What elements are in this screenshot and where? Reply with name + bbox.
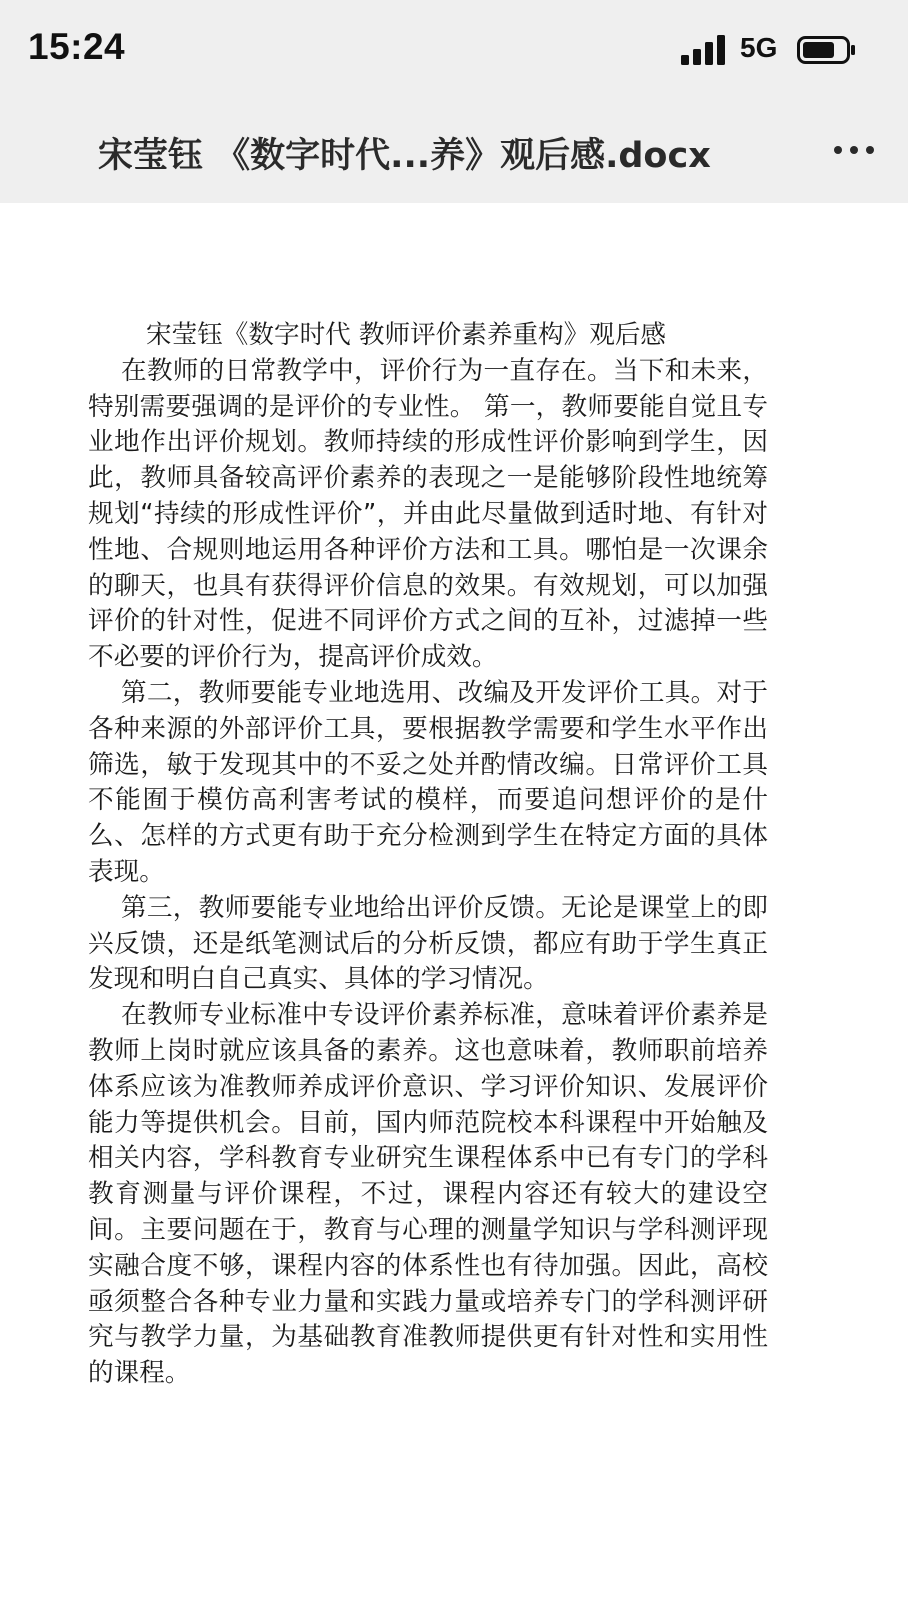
network-type: 5G (740, 32, 778, 63)
document-body (88, 318, 768, 1392)
more-horizontal-icon[interactable] (830, 136, 878, 164)
paragraph: 在教师的日常教学中，评价行为一直存在。当下和未来，特别需要强调的是评价的专业性。 第一，教师要能自觉且专业地作出评价规划。教师持续的形成性评价影响到学生，因此，教师具备较高评价素养的表现之一是能够阶段性地统筹规划“持续的形成性评价”，并由此尽量做到适时地、有针对性地、合规则地运用各种评价方法和工具。哪怕是一次课余的聊天，也具有获得评价信息的效果。有效规划，可以加强评价的针对性，促进不同评价方式之间的互补，过滤掉一些不必要的评价行为，提高评价成效。 (88, 355, 768, 673)
status-time: 15:24 (28, 26, 126, 67)
title-bar (0, 110, 908, 190)
document-heading: 宋莹钰《数字时代 教师评价素养重构》观后感 (146, 320, 667, 350)
paragraph: 在教师专业标准中专设评价素养标准，意味着评价素养是教师上岗时就应该具备的素养。这也意味着，教师职前培养体系应该为准教师养成评价意识、学习评价知识、发展评价能力等提供机会。目前，国内师范院校本科课程中开始触及相关内容，学科教育专业研究生课程体系中已有专门的学科教育测量与评价课程，不过，课程内容还有较大的建设空间。主要问题在于，教育与心理的测量学知识与学科测评现实融合度不够，课程内容的体系性也有待加强。因此，高校亟须整合各种专业力量和实践力量或培养专门的学科测评研究与教学力量，为基础教育准教师提供更有针对性和实用性的课程。 (88, 1000, 768, 1389)
battery-icon (797, 36, 857, 64)
paragraph: 第三，教师要能专业地给出评价反馈。无论是课堂上的即兴反馈，还是纸笔测试后的分析反馈，都应有助于学生真正发现和明白自己真实、具体的学习情况。 (88, 892, 768, 995)
status-bar (0, 0, 908, 100)
app-header (0, 0, 908, 203)
document-title: 宋莹钰 《数字时代...养》观后感.docx (98, 136, 711, 176)
paragraph: 第二，教师要能专业地选用、改编及开发评价工具。对于各种来源的外部评价工具，要根据教学需要和学生水平作出筛选，敏于发现其中的不妥之处并酌情改编。日常评价工具不能囿于模仿高利害考试的模样，而要追问想评价的是什么、怎样的方式更有助于充分检测到学生在特定方面的具体表现。 (88, 677, 768, 887)
cellular-signal-icon (681, 35, 727, 65)
